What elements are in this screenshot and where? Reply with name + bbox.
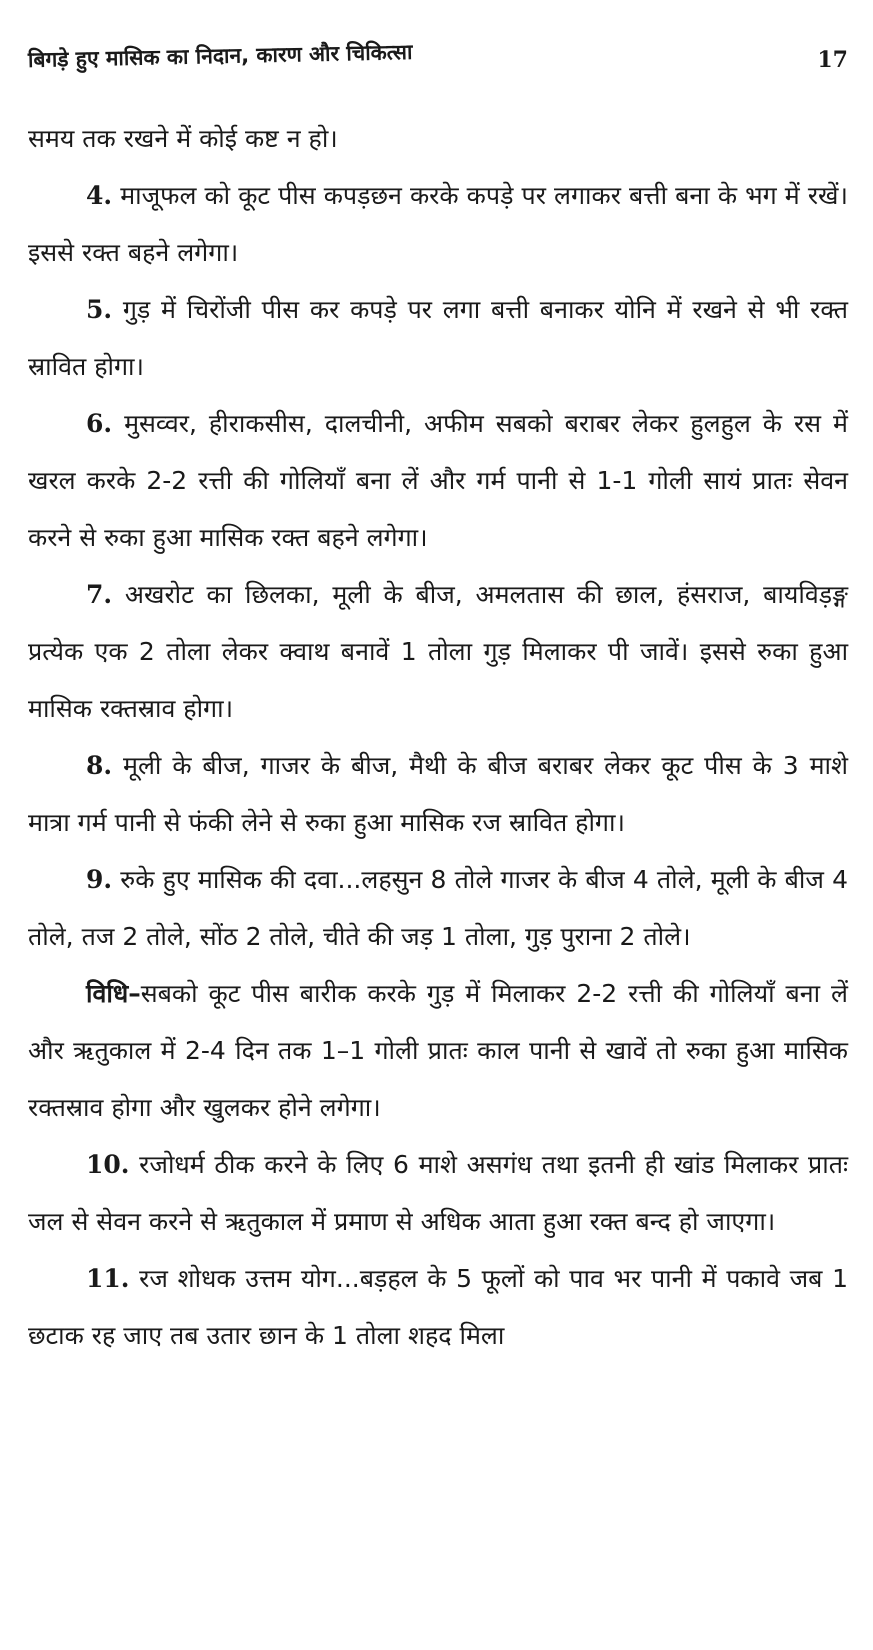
- item-number: 7.: [86, 580, 113, 609]
- paragraph-text: सबको कूट पीस बारीक करके गुड़ में मिलाकर 2-2 रत्ती की गोलियाँ बना लें और ऋतुकाल में 2-4 दिन तक 1–1 गोली प्रातः काल पानी से खावें तो रुका हुआ मासिक रक्तस्राव होगा और खुलकर होने लगेगा।: [28, 979, 848, 1122]
- paragraph-text: समय तक रखने में कोई कष्ट न हो।: [28, 124, 338, 153]
- paragraph-continued: [28, 110, 848, 167]
- method-label: विधि–: [86, 979, 141, 1008]
- paragraph-item-4: [28, 167, 848, 281]
- item-number: 6.: [86, 409, 113, 438]
- paragraph-text: रज शोधक उत्तम योग...बड़हल के 5 फूलों को पाव भर पानी में पकावे जब 1 छटाक रह जाए तब उतार छान के 1 तोला शहद मिला: [28, 1264, 849, 1350]
- paragraph-item-7: [28, 566, 848, 737]
- paragraph-text: मूली के बीज, गाजर के बीज, मैथी के बीज बराबर लेकर कूट पीस के 3 माशे मात्रा गर्म पानी से फंकी लेने से रुका हुआ मासिक रज स्रावित होगा।: [28, 751, 849, 837]
- item-number: 4.: [86, 181, 113, 210]
- item-number: 10.: [86, 1150, 130, 1179]
- book-page: [27, 39, 849, 1364]
- paragraph-text: रजोधर्म ठीक करने के लिए 6 माशे असगंध तथा इतनी ही खांड मिलाकर प्रातः जल से सेवन करने से ऋतुकाल में प्रमाण से अधिक आता हुआ रक्त बन्द हो जाएगा।: [28, 1150, 848, 1236]
- paragraph-item-8: [28, 737, 848, 851]
- paragraph-item-11: [28, 1250, 848, 1364]
- paragraph-item-10: [28, 1136, 848, 1250]
- body-text: [28, 110, 848, 1364]
- paragraph-item-9: [28, 851, 848, 965]
- item-number: 9.: [86, 865, 113, 894]
- paragraph-item-6: [28, 395, 848, 566]
- paragraph-text: गुड़ में चिरोंजी पीस कर कपड़े पर लगा बत्ती बनाकर योनि में रखने से भी रक्त स्रावित होगा।: [28, 295, 848, 381]
- paragraph-text: अखरोट का छिलका, मूली के बीज, अमलतास की छाल, हंसराज, बायविड़ङ्ग प्रत्येक एक 2 तोला लेकर क्वाथ बनावें 1 तोला गुड़ मिलाकर पी जावें। इससे रुका हुआ मासिक रक्तस्राव होगा।: [28, 580, 848, 723]
- paragraph-text: रुके हुए मासिक की दवा...लहसुन 8 तोले गाजर के बीज 4 तोले, मूली के बीज 4 तोले, तज 2 तोले, सोंठ 2 तोले, चीते की जड़ 1 तोला, गुड़ पुराना 2 तोले।: [28, 865, 848, 951]
- item-number: 5.: [86, 295, 113, 324]
- paragraph-method: [28, 965, 848, 1136]
- item-number: 8.: [86, 751, 113, 780]
- item-number: 11.: [86, 1264, 130, 1293]
- page-number: 17: [817, 47, 848, 73]
- paragraph-item-5: [28, 281, 848, 395]
- paragraph-text: माजूफल को कूट पीस कपड़छन करके कपड़े पर लगाकर बत्ती बना के भग में रखें। इससे रक्त बहने लगेगा।: [28, 181, 848, 267]
- running-title: बिगड़े हुए मासिक का निदान, कारण और चिकित्सा: [27, 39, 413, 72]
- paragraph-text: मुसव्वर, हीराकसीस, दालचीनी, अफीम सबको बराबर लेकर हुलहुल के रस में खरल करके 2-2 रत्ती की गोलियाँ बना लें और गर्म पानी से 1-1 गोली सायं प्रातः सेवन करने से रुका हुआ मासिक रक्त बहने लगेगा।: [28, 409, 848, 552]
- page-header: [27, 39, 848, 86]
